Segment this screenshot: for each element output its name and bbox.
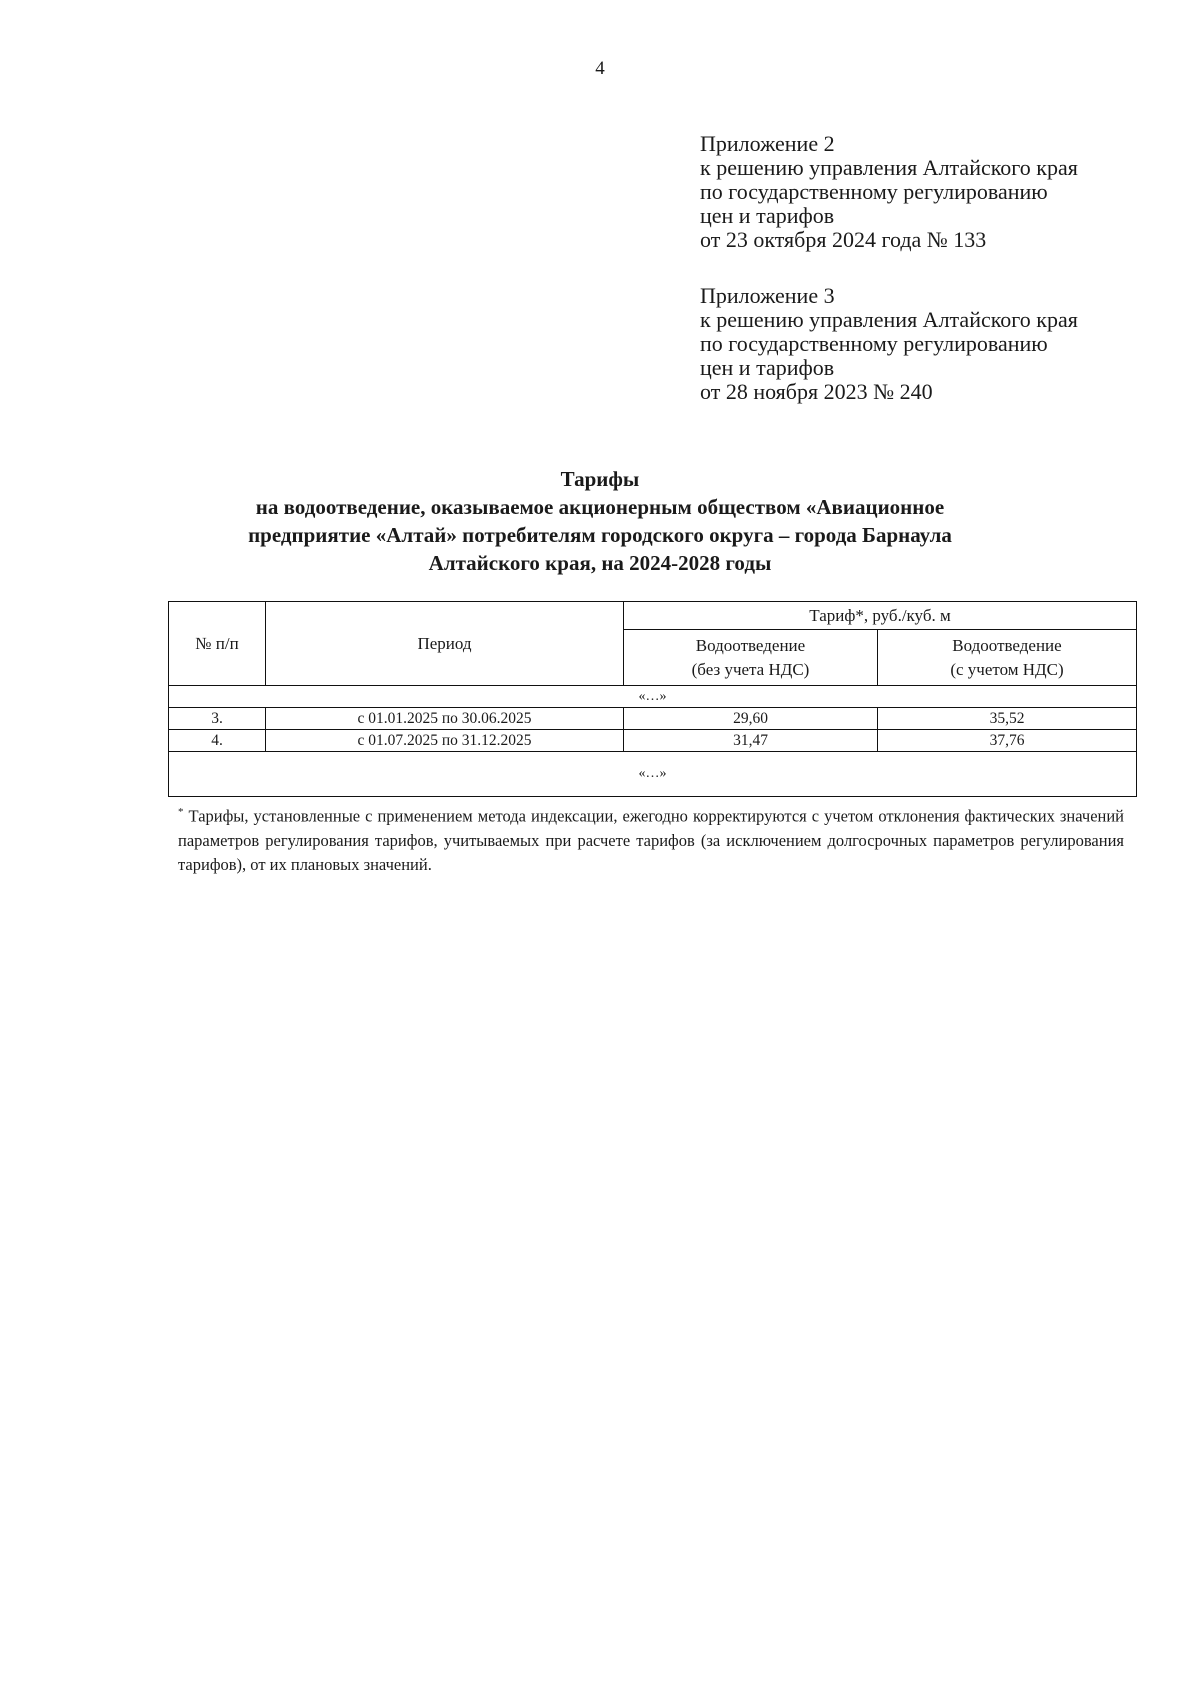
table-row bbox=[169, 708, 1137, 730]
annex-3-reference bbox=[700, 284, 1078, 404]
table-ellipsis-row bbox=[169, 752, 1137, 797]
annex-3-line: цен и тарифов bbox=[700, 355, 835, 380]
header-period: Период bbox=[266, 602, 624, 686]
annex-3-line: по государственному регулированию bbox=[700, 331, 1048, 356]
header-tariff: Тариф*, руб./куб. м bbox=[624, 602, 1137, 630]
title-line: на водоотведение, оказываемое акционерным обществом «Авиационное bbox=[255, 495, 945, 519]
row-period: с 01.07.2025 по 31.12.2025 bbox=[266, 730, 624, 752]
header-with-vat bbox=[878, 630, 1137, 686]
annex-2-line: по государственному регулированию bbox=[700, 179, 1048, 204]
header-with-vat-line: (с учетом НДС) bbox=[950, 659, 1064, 679]
row-period: с 01.01.2025 по 30.06.2025 bbox=[266, 708, 624, 730]
annex-2-line: Приложение 2 bbox=[700, 131, 835, 156]
row-with-vat: 37,76 bbox=[878, 730, 1137, 752]
title-line: Алтайского края, на 2024-2028 годы bbox=[428, 551, 772, 575]
row-with-vat: 35,52 bbox=[878, 708, 1137, 730]
page-number: 4 bbox=[595, 58, 605, 79]
document-title bbox=[150, 465, 1050, 577]
annex-3-line: к решению управления Алтайского края bbox=[700, 307, 1078, 332]
annex-3-line: Приложение 3 bbox=[700, 283, 835, 308]
ellipsis-mark: «…» bbox=[169, 686, 1137, 708]
tariff-table bbox=[168, 601, 1137, 797]
header-without-vat-line: Водоотведение bbox=[695, 635, 806, 655]
title-line: Тарифы bbox=[560, 467, 640, 491]
footnote-marker: * bbox=[178, 806, 184, 818]
header-with-vat-line: Водоотведение bbox=[952, 635, 1062, 655]
footnote bbox=[178, 800, 1124, 877]
annex-3-line: от 28 ноября 2023 № 240 bbox=[700, 379, 933, 404]
ellipsis-mark: «…» bbox=[169, 752, 1137, 797]
annex-2-line: от 23 октября 2024 года № 133 bbox=[700, 227, 987, 252]
table-ellipsis-row bbox=[169, 686, 1137, 708]
table-row bbox=[169, 730, 1137, 752]
header-number: № п/п bbox=[169, 602, 266, 686]
row-number: 4. bbox=[169, 730, 266, 752]
annex-2-reference bbox=[700, 132, 1078, 252]
header-without-vat-line: (без учета НДС) bbox=[691, 659, 810, 679]
row-number: 3. bbox=[169, 708, 266, 730]
table-header-row bbox=[169, 602, 1137, 630]
annex-2-line: к решению управления Алтайского края bbox=[700, 155, 1078, 180]
row-without-vat: 31,47 bbox=[624, 730, 878, 752]
annex-2-line: цен и тарифов bbox=[700, 203, 835, 228]
title-line: предприятие «Алтай» потребителям городского округа – города Барнаула bbox=[248, 523, 952, 547]
header-without-vat bbox=[624, 630, 878, 686]
footnote-text: Тарифы, установленные с применением метода индексации, ежегодно корректируются с учетом отклонения фактических значений параметров регулирования тарифов, учитываемых при расчете тарифов (за исключением долгосрочных параметров регулирования тарифов), от их плановых значений. bbox=[178, 806, 1125, 874]
row-without-vat: 29,60 bbox=[624, 708, 878, 730]
